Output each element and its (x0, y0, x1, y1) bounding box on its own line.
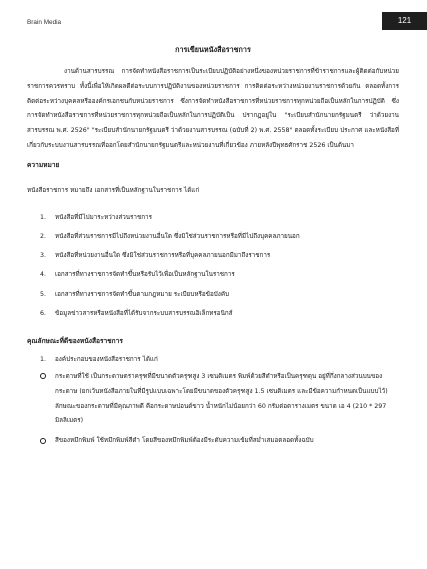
list-item-text: ข้อมูลข่าวสารหรือหนังสือที่ได้รับจากระบบสารบรรณอิเล็กทรอนิกส์ (55, 309, 233, 317)
bullet-item-text: กระดาษที่ใช้ เป็นกระดาษตราครุฑที่มีขนาดตัวครุฑสูง 3 เซนติเมตร พิมพ์ด้วยสีดำหรือเป็นครุฑดุน อยู่ที่กึ่งกลางส่วนบนของกระดาษ (ยกเว้นหนังสือภายในที่มีรูปแบบเฉพาะโดยมีขนาดของตัวครุฑสูง 1.5 เซนติเมตร และมีข้อความกำหนดเป็นแบบไว้) ลักษณะของกระดาษที่มีคุณภาพดี คือกระดาษปอนด์ขาว น้ำหนักไม่น้อยกว่า 60 กรัมต่อตารางเมตร ขนาด เอ 4 (210 * 297 มิลลิเมตร) (55, 372, 388, 425)
list-item-text: เอกสารที่ทางราชการจัดทำขึ้นหรือรับไว้เพื่อเป็นหลักฐานในราชการ (55, 271, 235, 279)
sub-item-text: องค์ประกอบของหนังสือราชการ ได้แก่ (55, 355, 158, 363)
list-item-number: 4. (40, 271, 47, 279)
list-item-number: 2. (40, 232, 47, 240)
bullet-item-text: สีของหมึกพิมพ์ ใช้หมึกพิมพ์สีดำ โดยสีของหมึกพิมพ์ต้องมีระดับความเข้มที่สม่ำเสมอตลอดทั้งฉบับ (55, 437, 314, 445)
list-item-number: 3. (40, 252, 47, 260)
section-title: การเขียนหนังสือราชการ (175, 45, 251, 54)
qualities-heading: คุณลักษณะที่ดีของหนังสือราชการ (27, 336, 123, 345)
intro-paragraph: งานด้านสารบรรณ การจัดทำหนังสือราชการเป็นระเบียบปฏิบัติอย่างหนึ่งของหน่วยราชการที่ข้าราชการและผู้ติดต่อกับหน่วยราชการควรทราบ ทั้งนี้เพื่อให้เกิดผลดีต่อระบบการปฏิบัติงานของหน่วยราชการ การติดต่อระหว่างหน่วยงานราชการด้วยกัน ตลอดทั้งการติดต่อระหว่างบุคคลหรือองค์กรเอกชนกับหน่วยราชการ ซึ่งการจัดทำหนังสือราชการที่หน่วยราชการทุกหน่วยถือเป็นหลักในการปฏิบัติ ซึ่งการจัดทำหนังสือราชการที่หน่วยราชการทุกหน่วยถือเป็นหลักในการปฏิบัติเป็น ปรากฏอยู่ใน "ระเบียบสำนักนายกรัฐมนตรี ว่าด้วยงานสารบรรณ พ.ศ. 2526" "ระเบียบสำนักนายกรัฐมนตรี ว่าด้วยงานสารบรรณ (ฉบับที่ 2) พ.ศ. 2558" ตลอดทั้งระเบียบ ประกาศ และหนังสือที่เกี่ยวกับระบบงานสารบรรณที่ออกโดยสำนักนายกรัฐมนตรีและหน่วยงานที่เกี่ยวข้อง ภายหลังปีพุทธศักราช 2526 เป็นต้นมา (27, 68, 399, 149)
qualities-section (27, 335, 399, 449)
qualities-sub-list (27, 354, 399, 366)
list-item (27, 250, 399, 269)
definition-list (27, 212, 399, 327)
bullet-item (27, 370, 399, 429)
list-item-text: หนังสือที่มีไปมาระหว่างส่วนราชการ (55, 213, 152, 221)
circle-bullet-icon (40, 373, 46, 379)
circle-bullet-icon (40, 438, 46, 444)
list-item-number: 1. (40, 213, 47, 221)
bullet-item (27, 434, 399, 449)
definition-section (27, 159, 399, 327)
qualities-bullet-list (27, 370, 399, 449)
list-item-text: หนังสือที่หน่วยงานอื่นใด ซึ่งมิใช่ส่วนราชการหรือที่บุคคลภายนอกมีมาถึงราชการ (55, 252, 271, 260)
brand-name: Brain Media (27, 19, 62, 26)
list-item (27, 231, 399, 250)
page-content (27, 44, 399, 449)
page-number: 121 (382, 12, 427, 30)
list-item-number: 5. (40, 290, 47, 298)
list-item (27, 308, 399, 327)
definition-heading: ความหมาย (27, 160, 60, 169)
list-item-text: เอกสารที่ทางราชการจัดทำขึ้นตามกฎหมาย ระเบียบหรือข้อบังคับ (55, 290, 230, 298)
list-item-text: หนังสือที่ส่วนราชการมีไปถึงหน่วยงานอื่นใด ซึ่งมิใช่ส่วนราชการหรือที่มีไปถึงบุคคลภายนอก (55, 232, 300, 240)
list-item (27, 269, 399, 288)
definition-intro: หนังสือราชการ หมายถึง เอกสารที่เป็นหลักฐานในราชการ ได้แก่ (27, 186, 200, 194)
list-item (27, 212, 399, 231)
sub-item (27, 354, 399, 366)
list-item (27, 289, 399, 308)
sub-item-number: 1. (40, 355, 47, 363)
list-item-number: 6. (40, 309, 47, 317)
